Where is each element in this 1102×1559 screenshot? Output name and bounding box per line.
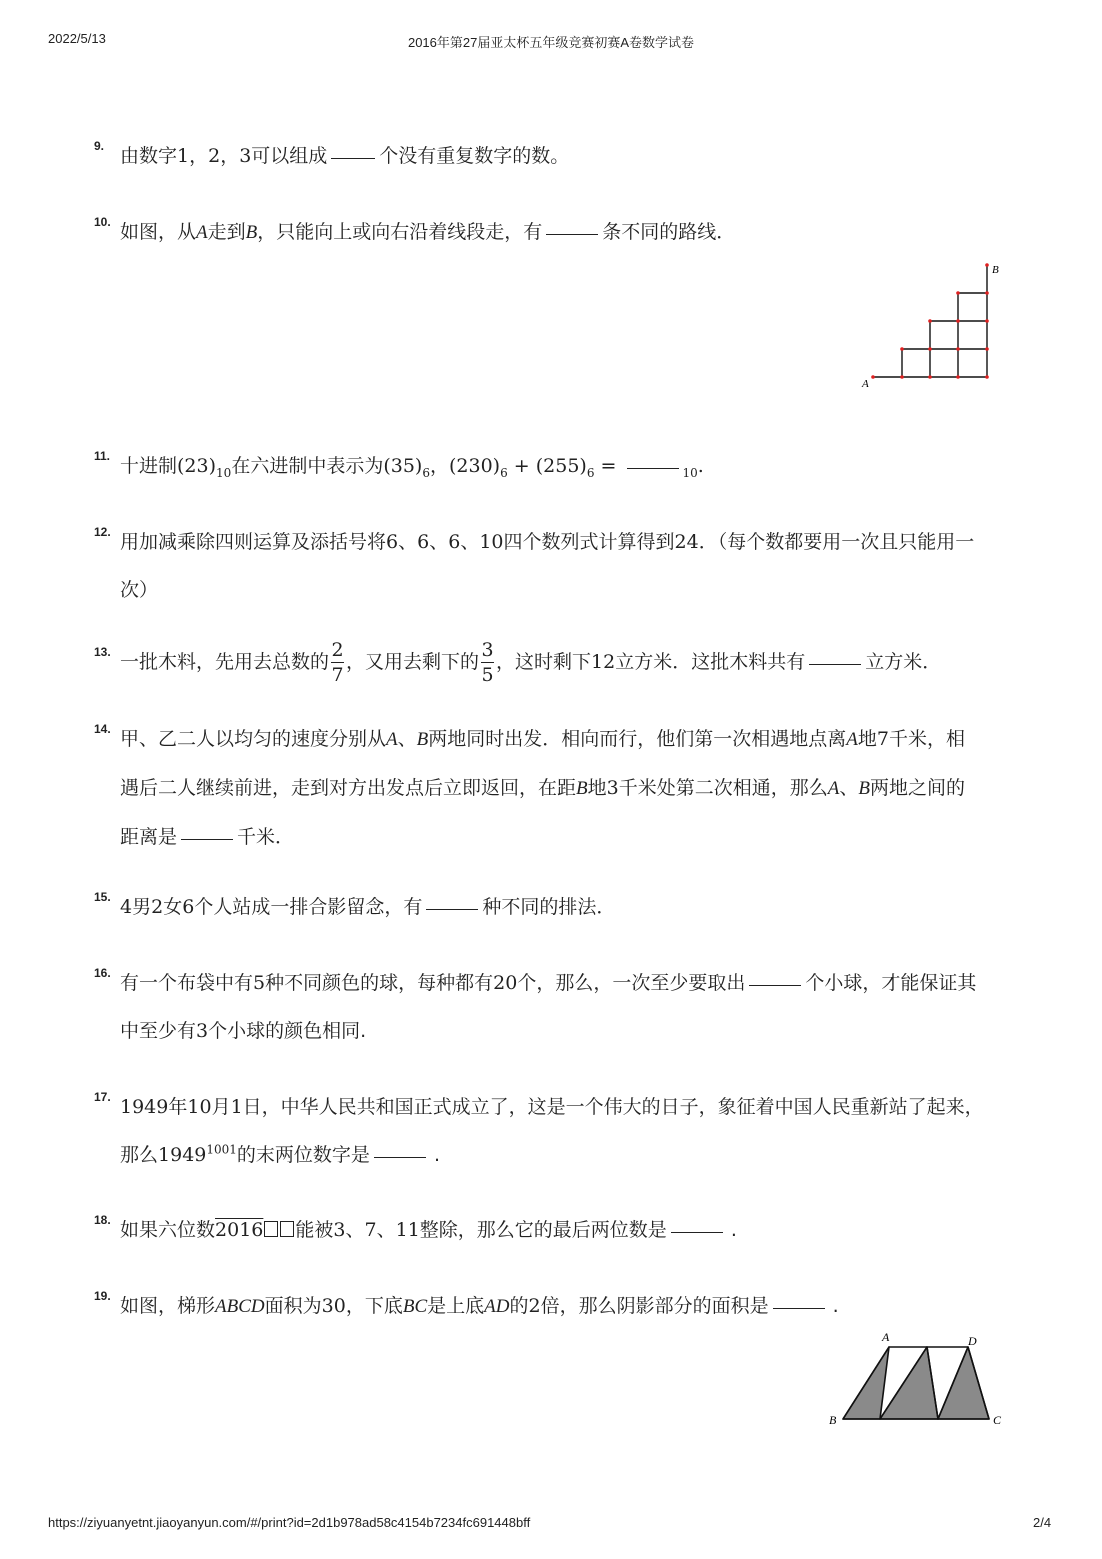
question-text: 、 xyxy=(398,531,418,553)
question-15 xyxy=(94,883,1010,931)
question-19 xyxy=(94,1282,1010,1331)
answer-blank[interactable] xyxy=(627,467,679,469)
math-number: 6 xyxy=(386,531,399,553)
question-14 xyxy=(94,715,1010,861)
question-13 xyxy=(94,638,1010,687)
question-text: 、 xyxy=(429,531,449,553)
overlined-number xyxy=(215,1219,295,1241)
question-text: 走到 xyxy=(207,221,246,243)
question-number: 17. xyxy=(94,1090,111,1104)
math-numbers: 1，2，3 xyxy=(177,145,252,167)
question-number: 19. xyxy=(94,1289,111,1303)
math-number: 30 xyxy=(321,1295,346,1317)
question-text: 能被 xyxy=(295,1219,334,1241)
math-number: 1949 xyxy=(120,1096,169,1118)
point-label-a: A xyxy=(862,378,869,390)
answer-blank[interactable] xyxy=(374,1156,426,1158)
math-subscript: 6 xyxy=(422,465,430,480)
question-text: 中至少有 xyxy=(120,1020,197,1042)
question-text: 是上底 xyxy=(427,1295,485,1317)
math-number: 24 xyxy=(674,531,699,553)
answer-blank[interactable] xyxy=(331,157,375,159)
math-digits: 2016 xyxy=(215,1219,264,1241)
question-text: 四个数列式计算得到 xyxy=(503,531,675,553)
digit-box xyxy=(264,1221,278,1237)
question-text: . xyxy=(433,1144,440,1166)
question-text: ．（每个数都要用一次且只能用一 xyxy=(698,531,975,553)
question-text: 女 xyxy=(163,896,183,918)
print-date: 2022/5/13 xyxy=(48,31,106,46)
question-text: 整除，那么它的最后两位数是 xyxy=(419,1219,667,1241)
math-var: B xyxy=(576,778,588,799)
math-var: ABCD xyxy=(215,1296,265,1317)
point-label-b: B xyxy=(829,1413,837,1427)
question-text: 年 xyxy=(168,1096,188,1118)
question-11 xyxy=(94,442,1010,490)
math-subscript: 10 xyxy=(216,465,232,480)
question-number: 16. xyxy=(94,966,111,980)
question-text: . xyxy=(697,455,704,477)
question-text: ， xyxy=(429,455,449,477)
question-text: 面积为 xyxy=(264,1295,322,1317)
numerator: 3 xyxy=(481,639,494,661)
math-subscript: 10 xyxy=(682,465,698,480)
math-number: 10 xyxy=(187,1096,212,1118)
question-text: 遇后二人继续前进，走到对方出发点后立即返回，在距 xyxy=(120,777,577,799)
question-text: 、 xyxy=(345,1219,365,1241)
math-value: (35) xyxy=(383,455,423,477)
staircase-grid-figure xyxy=(855,258,1010,393)
question-text: 个小球的颜色相同. xyxy=(208,1020,367,1042)
math-subscript: 6 xyxy=(586,465,595,480)
question-number: 12. xyxy=(94,525,111,539)
question-number: 18. xyxy=(94,1213,111,1227)
math-value: (23) xyxy=(177,455,217,477)
math-var: BC xyxy=(402,1296,428,1317)
math-number: 7 xyxy=(876,728,889,750)
question-text: 、 xyxy=(397,728,417,750)
fraction-2-7 xyxy=(331,638,344,687)
point-label-b: B xyxy=(992,264,999,276)
question-text: 条不同的路线． xyxy=(602,221,736,243)
math-number: 6 xyxy=(182,896,195,918)
math-subscript: 6 xyxy=(500,465,508,480)
point-label-a: A xyxy=(882,1330,890,1344)
math-exponent: 1001 xyxy=(206,1142,237,1157)
answer-blank[interactable] xyxy=(809,663,861,665)
answer-blank[interactable] xyxy=(773,1307,825,1309)
question-text: 个，那么，一次至少要取出 xyxy=(517,972,746,994)
math-number: 3 xyxy=(606,777,619,799)
question-text: 千米． xyxy=(237,826,295,848)
answer-blank[interactable] xyxy=(426,908,478,910)
question-text: 两地同时出发．相向而行，他们第一次相遇地点离 xyxy=(428,728,847,750)
question-text: ，这时剩下 xyxy=(496,651,592,673)
question-text: ，又用去剩下的 xyxy=(346,651,480,673)
answer-blank[interactable] xyxy=(749,984,801,986)
point-label-d: D xyxy=(968,1334,977,1348)
question-text: . xyxy=(730,1219,737,1241)
question-number: 14. xyxy=(94,722,111,736)
question-text: 如果六位数 xyxy=(120,1219,216,1241)
question-text: 千米处第二次相通，那么 xyxy=(618,777,828,799)
question-9 xyxy=(94,132,1010,180)
math-var: A xyxy=(846,729,858,750)
answer-blank[interactable] xyxy=(546,233,598,235)
question-text: 由数字 xyxy=(120,145,178,167)
math-number: 3 xyxy=(333,1219,346,1241)
math-number: 10 xyxy=(479,531,504,553)
question-text: . xyxy=(832,1295,839,1317)
math-number: 2 xyxy=(528,1295,541,1317)
question-number: 10. xyxy=(94,215,111,229)
question-text: 地 xyxy=(857,728,877,750)
math-number: 6 xyxy=(417,531,430,553)
question-18 xyxy=(94,1206,1010,1254)
question-number: 9. xyxy=(94,139,105,153)
question-text: 有一个布袋中有 xyxy=(120,972,254,994)
question-text: 男 xyxy=(132,896,152,918)
question-text: 种不同的排法． xyxy=(482,896,616,918)
question-text: 可以组成 xyxy=(251,145,328,167)
denominator: 7 xyxy=(331,664,344,686)
page-number: 2/4 xyxy=(1033,1515,1052,1530)
question-number: 13. xyxy=(94,645,111,659)
question-text: 日，中华人民共和国正式成立了，这是一个伟大的日子，象征着中国人民重新站了起来， xyxy=(242,1096,984,1118)
question-text: ，下底 xyxy=(345,1295,403,1317)
math-number: 2 xyxy=(151,896,164,918)
math-var: AD xyxy=(484,1296,510,1317)
question-text: 甲、乙二人以均匀的速度分别从 xyxy=(120,728,387,750)
digit-box xyxy=(280,1221,294,1237)
document-title: 2016年第27届亚太杯五年级竞赛初赛A卷数学试卷 xyxy=(407,35,695,50)
question-text: 千米，相 xyxy=(888,728,965,750)
math-var: A xyxy=(827,778,840,799)
math-number: 1 xyxy=(230,1096,243,1118)
question-16 xyxy=(94,959,1010,1055)
math-var: B xyxy=(245,222,258,243)
question-text: 、 xyxy=(376,1219,396,1241)
question-number: 15. xyxy=(94,890,111,904)
question-text: 立方米．这批木料共有 xyxy=(615,651,806,673)
question-text: ，只能向上或向右沿着线段走，有 xyxy=(257,221,543,243)
math-var: A xyxy=(196,222,208,243)
math-number: 11 xyxy=(395,1219,420,1241)
question-text: 两地之间的 xyxy=(869,777,965,799)
math-number: 12 xyxy=(591,651,616,673)
question-text: 个人站成一排合影留念，有 xyxy=(194,896,423,918)
question-text: 距离是 xyxy=(120,826,178,848)
trapezoid-figure xyxy=(825,1328,1010,1433)
math-number: 5 xyxy=(253,972,266,994)
math-number: 3 xyxy=(196,1020,209,1042)
question-text: 一批木料，先用去总数的 xyxy=(120,651,330,673)
math-var: B xyxy=(416,729,429,750)
numerator: 2 xyxy=(331,639,344,661)
question-text: 如图，从 xyxy=(120,221,197,243)
question-text: 倍，那么阴影部分的面积是 xyxy=(540,1295,769,1317)
question-text: 那么 xyxy=(120,1144,159,1166)
question-text: 的 xyxy=(509,1295,529,1317)
question-text: 用加减乘除四则运算及添括号将 xyxy=(120,531,387,553)
answer-blank[interactable] xyxy=(181,838,233,840)
fraction-3-5 xyxy=(481,638,494,687)
math-value: (230) xyxy=(449,455,501,477)
math-base: 1949 xyxy=(158,1144,207,1166)
question-text: 个小球，才能保证其 xyxy=(805,972,977,994)
question-text: 次） xyxy=(120,579,159,601)
question-text: 个没有重复数字的数。 xyxy=(379,145,570,167)
question-10 xyxy=(94,208,1010,257)
question-text: 在六进制中表示为 xyxy=(231,455,384,477)
math-value: (255) xyxy=(535,455,587,477)
question-text: 十进制 xyxy=(120,455,178,477)
page-url: https://ziyuanyetnt.jiaoyanyun.com/#/print?id=2d1b978ad58c4154b7234fc691448bff xyxy=(48,1515,531,1530)
question-text: 、 xyxy=(460,531,480,553)
math-number: 4 xyxy=(120,896,133,918)
question-text: 的末两位数字是 xyxy=(236,1144,370,1166)
answer-blank[interactable] xyxy=(671,1231,723,1233)
denominator: 5 xyxy=(481,664,494,686)
math-number: 20 xyxy=(493,972,518,994)
question-text: 如图，梯形 xyxy=(120,1295,216,1317)
math-number: 7 xyxy=(364,1219,377,1241)
question-12 xyxy=(94,518,1010,614)
question-text: 地 xyxy=(587,777,607,799)
question-text: 种不同颜色的球，每种都有 xyxy=(265,972,494,994)
question-number: 11. xyxy=(94,449,111,463)
question-text: 月 xyxy=(211,1096,231,1118)
math-operator: = xyxy=(600,455,617,477)
math-operator: + xyxy=(513,455,530,477)
math-number: 6 xyxy=(448,531,461,553)
question-text: 、 xyxy=(839,777,859,799)
math-var: A xyxy=(386,729,398,750)
math-var: B xyxy=(858,778,870,799)
point-label-c: C xyxy=(993,1413,1002,1427)
question-text: 立方米． xyxy=(865,651,942,673)
question-17 xyxy=(94,1083,1010,1179)
